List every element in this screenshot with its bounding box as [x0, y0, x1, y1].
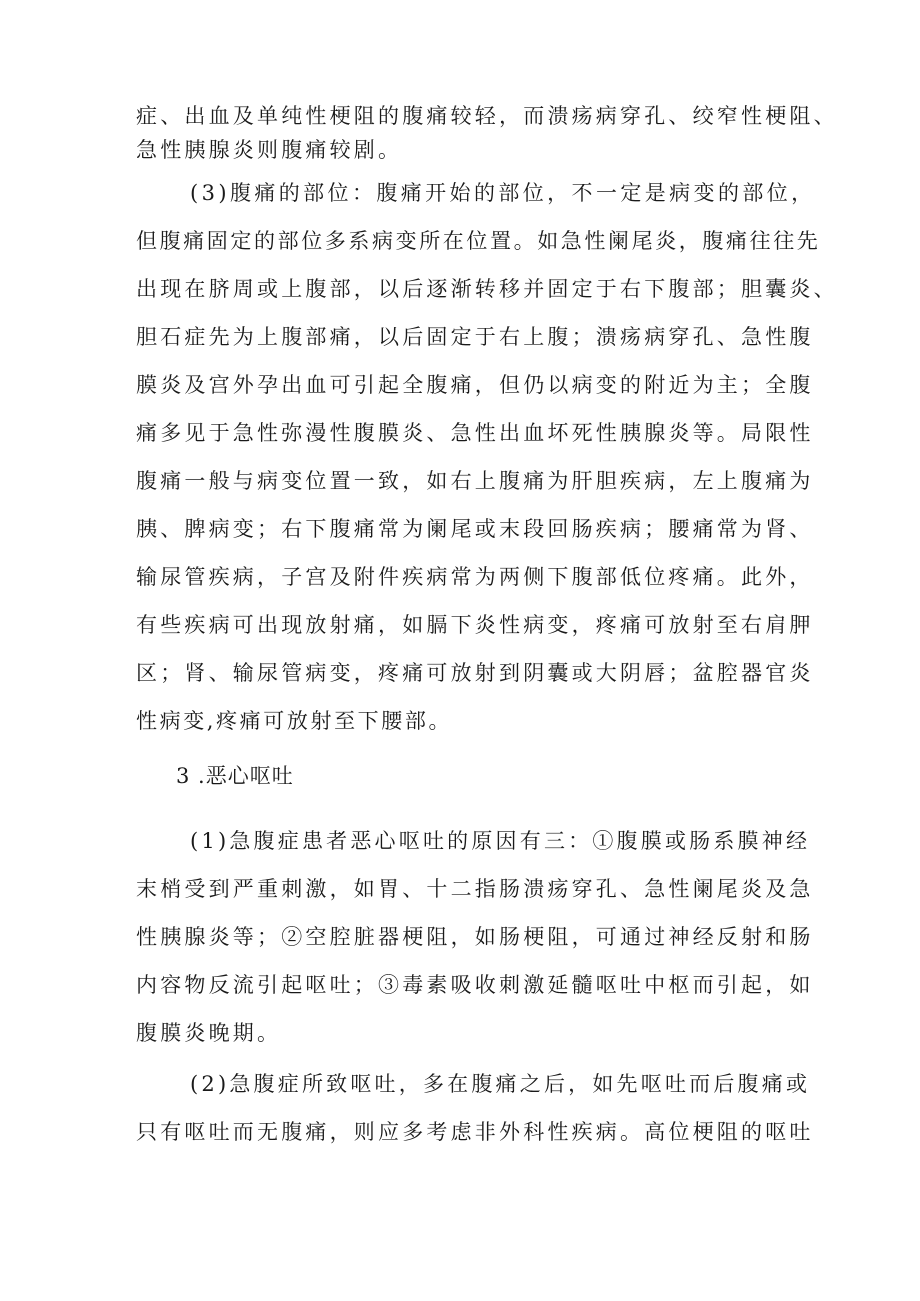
section-heading: 3 .恶心呕吐	[176, 764, 294, 788]
text-line: 性胰腺炎等；②空腔脏器梗阻，如肠梗阻，可通过神经反射和肠	[136, 925, 814, 949]
text-line: 腹膜炎晚期。	[136, 1021, 282, 1045]
text-line: 区；肾、输尿管病变，疼痛可放射到阴囊或大阴唇；盆腔器官炎	[136, 661, 814, 685]
text-line: 胰、脾病变；右下腹痛常为阑尾或末段回肠疾病；腰痛常为肾、	[136, 517, 814, 541]
text-line: 性病变,疼痛可放射至下腰部。	[136, 709, 453, 733]
text-line: 但腹痛固定的部位多系病变所在位置。如急性阑尾炎，腹痛往往先	[136, 229, 821, 253]
paragraph-start-line: (2)急腹症所致呕吐，多在腹痛之后，如先呕吐而后腹痛或	[190, 1072, 811, 1096]
text-line: 输尿管疾病，子宫及附件疾病常为两侧下腹部低位疼痛。此外，	[136, 565, 814, 589]
text-line: 出现在脐周或上腹部，以后逐渐转移并固定于右下腹部；胆囊炎、	[136, 277, 838, 301]
text-line: 只有呕吐而无腹痛，则应多考虑非外科性疾病。高位梗阻的呕吐	[136, 1120, 814, 1144]
text-line: 症、出血及单纯性梗阻的腹痛较轻，而溃疡病穿孔、绞窄性梗阻、	[136, 104, 838, 128]
text-line: 膜炎及宫外孕出血可引起全腹痛，但仍以病变的附近为主；全腹	[136, 373, 814, 397]
paragraph-start-line: (3)腹痛的部位：腹痛开始的部位，不一定是病变的部位，	[190, 181, 816, 205]
text-line: 内容物反流引起呕吐；③毒素吸收刺激延髓呕吐中枢而引起，如	[136, 973, 814, 997]
text-line: 有些疾病可出现放射痛，如膈下炎性病变，疼痛可放射至右肩胛	[136, 613, 814, 637]
text-line: 急性胰腺炎则腹痛较剧。	[136, 138, 403, 162]
text-line: 胆石症先为上腹部痛，以后固定于右上腹；溃疡病穿孔、急性腹	[136, 325, 814, 349]
text-line: 末梢受到严重刺激，如胃、十二指肠溃疡穿孔、急性阑尾炎及急	[136, 877, 814, 901]
paragraph-start-line: (1)急腹症患者恶心呕吐的原因有三：①腹膜或肠系膜神经	[190, 829, 811, 853]
text-line: 痛多见于急性弥漫性腹膜炎、急性出血坏死性胰腺炎等。局限性	[136, 421, 814, 445]
text-line: 腹痛一般与病变位置一致，如右上腹痛为肝胆疾病，左上腹痛为	[136, 469, 814, 493]
